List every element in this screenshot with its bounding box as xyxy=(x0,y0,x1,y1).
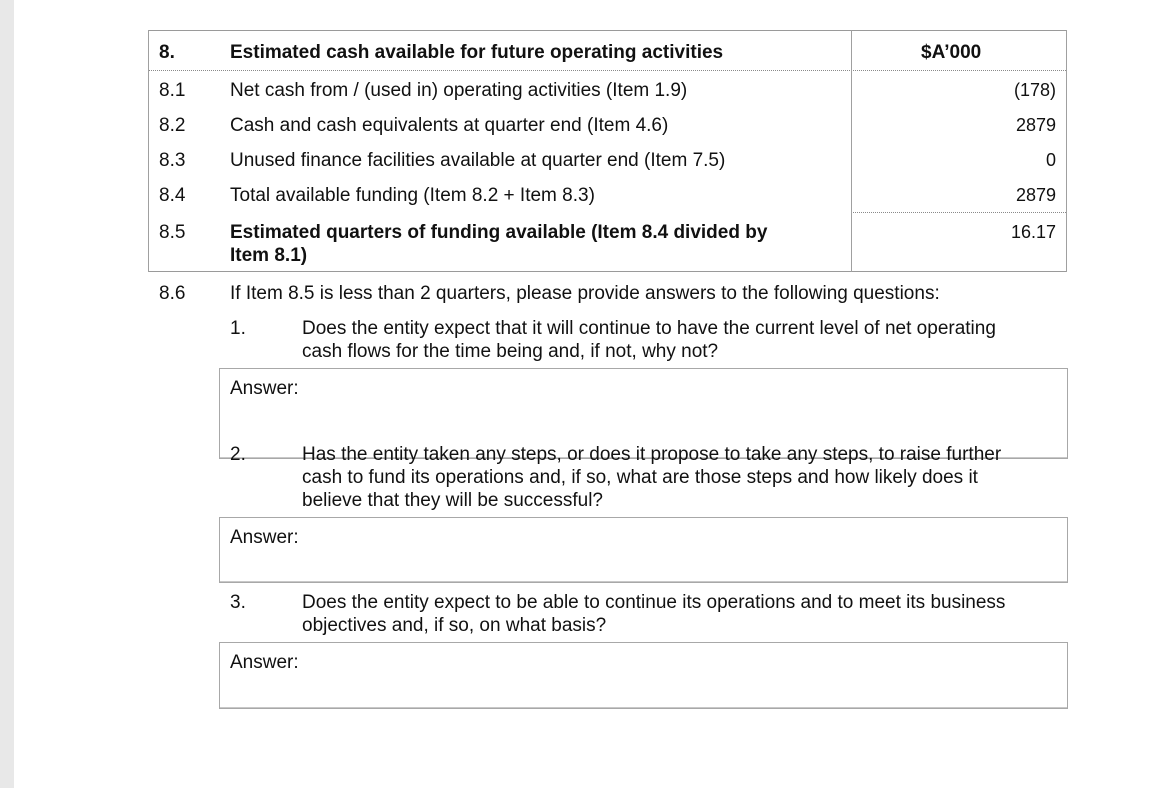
page-edge-strip xyxy=(0,0,14,788)
table-bottom-border xyxy=(148,271,1066,272)
row-value: (178) xyxy=(1013,80,1056,100)
question-text: objectives and, if so, on what basis? xyxy=(302,615,607,636)
answer-label: Answer: xyxy=(230,652,299,673)
table-right-border xyxy=(1066,30,1067,272)
row-value: 2879 xyxy=(1015,185,1056,205)
answer-label: Answer: xyxy=(230,378,299,399)
answer-box-2[interactable] xyxy=(219,517,1068,583)
header-divider xyxy=(148,70,1066,71)
row-label-continued: Item 8.1) xyxy=(230,245,308,266)
question-text: cash flows for the time being and, if not, why not? xyxy=(302,341,719,362)
question-number: 2. xyxy=(230,444,246,465)
question-text: believe that they will be successful? xyxy=(302,490,603,511)
row-value: 0 xyxy=(1045,150,1056,170)
value-divider xyxy=(851,212,1066,213)
row-number: 8.4 xyxy=(159,185,186,206)
question-text: Does the entity expect to be able to continue its operations and to meet its business xyxy=(302,592,1006,613)
row-number: 8.3 xyxy=(159,150,186,171)
answer-label: Answer: xyxy=(230,527,299,548)
row-label: Net cash from / (used in) operating activities (Item 1.9) xyxy=(230,80,688,101)
row-value: 2879 xyxy=(1015,115,1056,135)
value-column-divider xyxy=(851,30,852,272)
row-label: Total available funding (Item 8.2 + Item 8.3) xyxy=(230,185,595,206)
question-text: cash to fund its operations and, if so, what are those steps and how likely does it xyxy=(302,467,978,488)
row-label: Unused finance facilities available at quarter end (Item 7.5) xyxy=(230,150,726,171)
question-number: 1. xyxy=(230,318,246,339)
table-left-border xyxy=(148,30,149,272)
row-number: 8.2 xyxy=(159,115,186,136)
answer-box-3[interactable] xyxy=(219,642,1068,709)
table-top-border xyxy=(148,30,1066,31)
section-number: 8. xyxy=(159,42,175,63)
question-text: Has the entity taken any steps, or does it propose to take any steps, to raise further xyxy=(302,444,1002,465)
row-value: 16.17 xyxy=(1010,222,1056,242)
currency-header: $A’000 xyxy=(921,42,982,63)
item-8-6-number: 8.6 xyxy=(159,283,186,304)
section-title: Estimated cash available for future operating activities xyxy=(230,42,724,63)
row-number: 8.1 xyxy=(159,80,186,101)
row-label: Estimated quarters of funding available (Item 8.4 divided by xyxy=(230,222,768,243)
item-8-6-intro: If Item 8.5 is less than 2 quarters, please provide answers to the following questions: xyxy=(230,283,940,304)
question-number: 3. xyxy=(230,592,246,613)
question-text: Does the entity expect that it will continue to have the current level of net operating xyxy=(302,318,996,339)
row-label: Cash and cash equivalents at quarter end (Item 4.6) xyxy=(230,115,669,136)
row-number: 8.5 xyxy=(159,222,186,243)
